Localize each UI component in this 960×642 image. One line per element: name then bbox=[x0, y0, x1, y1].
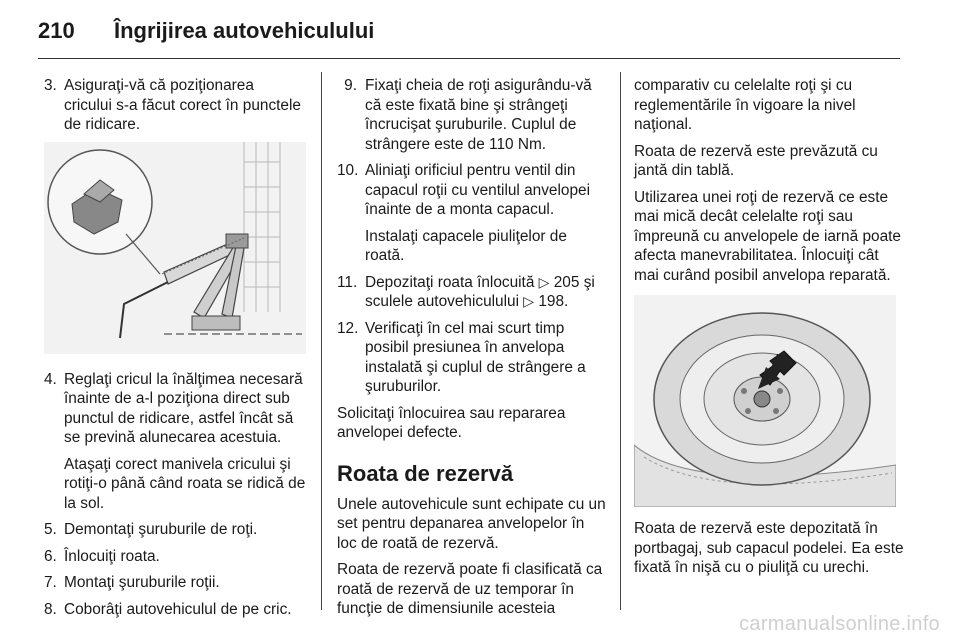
step-text: Montaţi şuruburile roţii. bbox=[64, 574, 220, 591]
step-text: Asiguraţi-vă că poziţionarea cricului s-a făcut corect în punctele de ridicare. bbox=[64, 77, 301, 133]
step-text: Reglaţi cricul la înălţimea necesară înainte de a-l poziţiona direct sub punctul de ridicare, astfel încât să se prevină alunecarea acestuia. bbox=[64, 370, 303, 446]
step-8 bbox=[44, 600, 306, 620]
paragraph: Solicitaţi înlocuirea sau repararea anvelopei defecte. bbox=[337, 404, 566, 441]
step-number: 8. bbox=[44, 600, 57, 618]
step-text: Demontaţi şuruburile de roţi. bbox=[64, 521, 258, 538]
step-4 bbox=[44, 370, 306, 514]
paragraph: Roata de rezervă poate fi clasificată ca roată de rezervă de uz temporar în funcţie de dimensiunile acesteia bbox=[337, 561, 603, 617]
step-12 bbox=[337, 319, 607, 397]
step-number: 3. bbox=[44, 77, 57, 94]
step-number: 7. bbox=[44, 574, 57, 591]
step-text: Verificaţi în cel mai scurt timp posibil presiunea în anvelopa instalată şi cuplul de strângere a şuruburilor. bbox=[365, 319, 586, 395]
column-left bbox=[44, 76, 306, 626]
column-divider bbox=[321, 72, 322, 610]
column-middle bbox=[337, 76, 607, 626]
watermark: carmanualsonline.info bbox=[739, 613, 940, 635]
page-ref-arrow-icon[interactable]: ▷ bbox=[523, 293, 535, 309]
step-subtext: Instalaţi capacele piuliţelor de roată. bbox=[365, 227, 567, 264]
page-header bbox=[38, 16, 374, 46]
section-heading: Roata de rezervă bbox=[337, 460, 514, 486]
step-number: 12. bbox=[337, 319, 359, 337]
page-ref-link[interactable]: 205 bbox=[553, 273, 580, 291]
column-right bbox=[634, 76, 906, 585]
step-3 bbox=[44, 76, 306, 135]
step-number: 6. bbox=[44, 547, 57, 565]
column-divider bbox=[620, 72, 621, 610]
page-title: Îngrijirea autovehiculului bbox=[114, 18, 375, 43]
paragraph: Roata de rezervă este depozitată în portbagaj, sub capacul podelei. Ea este fixată în nişă cu o piuliţă cu urechi. bbox=[634, 520, 904, 576]
jack-illustration bbox=[44, 142, 306, 354]
page-ref-arrow-icon[interactable]: ▷ bbox=[538, 273, 550, 290]
step-10 bbox=[337, 161, 607, 266]
jack-drawing bbox=[44, 142, 306, 354]
step-text: Fixaţi cheia de roţi asigurându-vă că este fixată bine şi strângeţi încrucişat şuruburile. Cuplul de strângere este de 110 Nm. bbox=[365, 77, 592, 153]
page-ref-link[interactable]: 198 bbox=[538, 293, 565, 310]
step-9 bbox=[337, 76, 607, 154]
step-5 bbox=[44, 520, 306, 540]
step-number: 4. bbox=[44, 370, 57, 388]
step-subtext: Ataşaţi corect manivela cricului şi rotiţi-o până când roata se ridică de la sol. bbox=[64, 455, 306, 512]
paragraph: Utilizarea unei roţi de rezervă ce este mai mică decât celelalte roţi sau împreună cu anvelopele de iarnă poate afecta manevrabilitatea. Înlocuiţi cât mai curând posibil anvelopa reparată. bbox=[634, 188, 901, 284]
step-7 bbox=[44, 573, 306, 593]
step-number: 11. bbox=[337, 273, 358, 291]
page-number: 210 bbox=[38, 18, 75, 43]
paragraph: Roata de rezervă este prevăzută cu jantă din tablă. bbox=[634, 142, 878, 179]
step-text: Coborâţi autovehiculul de pe cric. bbox=[64, 600, 292, 618]
header-divider bbox=[38, 58, 900, 59]
spare-wheel-drawing bbox=[634, 295, 896, 507]
step-number: 9. bbox=[344, 77, 357, 94]
step-text: Înlocuiţi roata. bbox=[64, 547, 160, 565]
paragraph: Unele autovehicule sunt echipate cu un set pentru depanarea anvelopelor în loc de roată de rezervă. bbox=[337, 495, 606, 552]
step-number: 10. bbox=[337, 162, 359, 179]
step-number: 5. bbox=[44, 521, 57, 538]
step-6 bbox=[44, 547, 306, 567]
step-11 bbox=[337, 273, 607, 312]
paragraph: comparativ cu celelalte roţi şi cu reglementările în vigoare la nivel naţional. bbox=[634, 77, 856, 133]
spare-wheel-illustration bbox=[634, 295, 896, 507]
step-text: Depozitaţi roata înlocuită ▷ 205 şi sculele autovehiculului ▷ 198. bbox=[365, 273, 595, 310]
step-text: Aliniaţi orificiul pentru ventil din capacul roţii cu ventilul anvelopei înainte de a monta capacul. bbox=[365, 162, 591, 218]
